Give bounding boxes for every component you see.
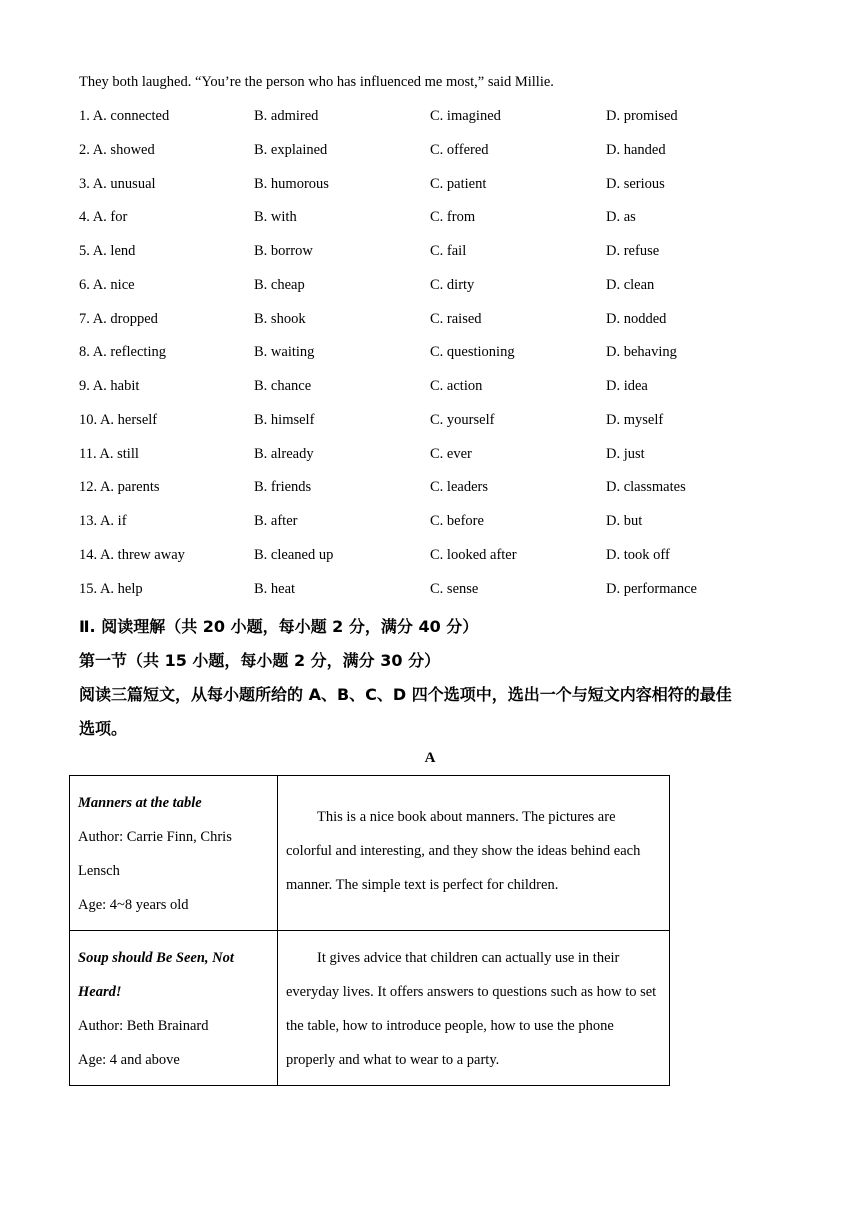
option-c: C. ever	[430, 445, 472, 462]
option-c: C. patient	[430, 175, 487, 192]
option-d: D. idea	[606, 378, 648, 394]
option-b: B. shook	[254, 310, 306, 327]
option-c: C. yourself	[430, 411, 495, 428]
option-d: D. classmates	[606, 479, 686, 496]
instruction-line-2: 选项。	[79, 719, 128, 738]
option-a: 1. A. connected	[79, 108, 170, 124]
option-d: D. just	[606, 445, 645, 462]
option-a: 3. A. unusual	[79, 175, 156, 192]
option-a: 5. A. lend	[79, 243, 136, 259]
question-row	[79, 513, 799, 533]
option-c: C. questioning	[430, 344, 515, 361]
book-info-cell	[70, 931, 278, 1086]
option-c: C. from	[430, 209, 476, 226]
question-row	[79, 108, 799, 128]
option-a: 10. A. herself	[79, 411, 158, 428]
option-d: D. promised	[606, 108, 678, 124]
option-b: B. chance	[254, 378, 312, 394]
option-b: B. borrow	[254, 243, 313, 259]
option-b: B. already	[254, 445, 314, 462]
book-author: Author: Carrie Finn, Chris	[78, 829, 232, 845]
option-a: 7. A. dropped	[79, 310, 158, 327]
book-row	[70, 776, 670, 931]
option-d: D. took off	[606, 546, 670, 563]
question-row	[79, 412, 799, 432]
book-description: It gives advice that children can actually use in their everyday lives. It offers answers to questions such as how to set the table, how to introduce people, how to use the phone properly and what to wear to a party.	[286, 950, 657, 1068]
question-row	[79, 311, 799, 331]
option-c: C. imagined	[430, 108, 501, 124]
question-row	[79, 378, 799, 398]
option-a: 12. A. parents	[79, 479, 160, 496]
option-b: B. humorous	[254, 175, 329, 192]
question-row	[79, 142, 799, 162]
book-author-continued: Lensch	[78, 863, 120, 879]
option-d: D. performance	[606, 580, 697, 597]
book-table	[69, 775, 670, 1086]
option-d: D. behaving	[606, 344, 677, 361]
option-c: C. raised	[430, 310, 482, 327]
book-title-continued: Heard!	[78, 984, 122, 1000]
question-row	[79, 547, 799, 567]
part-heading: 第一节（共 15 小题，每小题 2 分，满分 30 分）	[79, 651, 441, 670]
section-heading: Ⅱ. 阅读理解（共 20 小题，每小题 2 分，满分 40 分）	[79, 617, 479, 636]
option-c: C. offered	[430, 141, 489, 158]
option-b: B. admired	[254, 108, 319, 124]
option-b: B. explained	[254, 141, 328, 158]
book-author: Author: Beth Brainard	[78, 1018, 209, 1034]
question-row	[79, 446, 799, 466]
intro-line: They both laughed. “You’re the person who has influenced me most,” said Millie.	[79, 74, 554, 90]
question-row	[79, 479, 799, 499]
option-a: 4. A. for	[79, 209, 128, 226]
option-d: D. but	[606, 513, 643, 529]
book-description: This is a nice book about manners. The pictures are colorful and interesting, and they show the ideas behind each manner. The simple text is perfect for children.	[286, 809, 641, 893]
option-a: 9. A. habit	[79, 378, 140, 394]
option-a: 15. A. help	[79, 580, 143, 597]
option-b: B. with	[254, 209, 297, 226]
option-d: D. clean	[606, 276, 655, 293]
question-row	[79, 209, 799, 229]
option-b: B. waiting	[254, 344, 315, 361]
option-b: B. after	[254, 513, 298, 529]
question-row	[79, 581, 799, 601]
option-a: 13. A. if	[79, 513, 127, 529]
question-row	[79, 344, 799, 364]
option-c: C. before	[430, 513, 484, 529]
book-age: Age: 4~8 years old	[78, 897, 189, 913]
option-c: C. looked after	[430, 546, 517, 563]
book-title: Manners at the table	[78, 795, 202, 811]
book-title: Soup should Be Seen, Not	[78, 950, 234, 966]
option-b: B. heat	[254, 580, 296, 597]
option-c: C. sense	[430, 580, 479, 597]
option-c: C. fail	[430, 243, 467, 259]
option-b: B. cleaned up	[254, 546, 334, 563]
option-a: 2. A. showed	[79, 141, 155, 158]
option-d: D. nodded	[606, 310, 667, 327]
book-description-cell	[278, 776, 670, 931]
option-a: 11. A. still	[79, 445, 139, 462]
option-d: D. as	[606, 209, 636, 226]
option-b: B. cheap	[254, 276, 305, 293]
option-a: 8. A. reflecting	[79, 344, 166, 361]
instruction-line-1: 阅读三篇短文，从每小题所给的 A、B、C、D 四个选项中，选出一个与短文内容相符的最佳	[79, 685, 732, 704]
option-d: D. refuse	[606, 243, 660, 259]
option-b: B. friends	[254, 479, 312, 496]
option-c: C. action	[430, 378, 483, 394]
option-a: 14. A. threw away	[79, 546, 185, 563]
book-row	[70, 931, 670, 1086]
option-b: B. himself	[254, 411, 315, 428]
option-d: D. myself	[606, 411, 664, 428]
book-description-cell	[278, 931, 670, 1086]
option-c: C. dirty	[430, 276, 475, 293]
book-age: Age: 4 and above	[78, 1052, 180, 1068]
question-row	[79, 176, 799, 196]
book-info-cell	[70, 776, 278, 931]
option-d: D. handed	[606, 141, 666, 158]
passage-label: A	[424, 750, 436, 766]
option-d: D. serious	[606, 175, 665, 192]
option-a: 6. A. nice	[79, 276, 135, 293]
question-row	[79, 243, 799, 263]
question-row	[79, 277, 799, 297]
option-c: C. leaders	[430, 479, 488, 496]
